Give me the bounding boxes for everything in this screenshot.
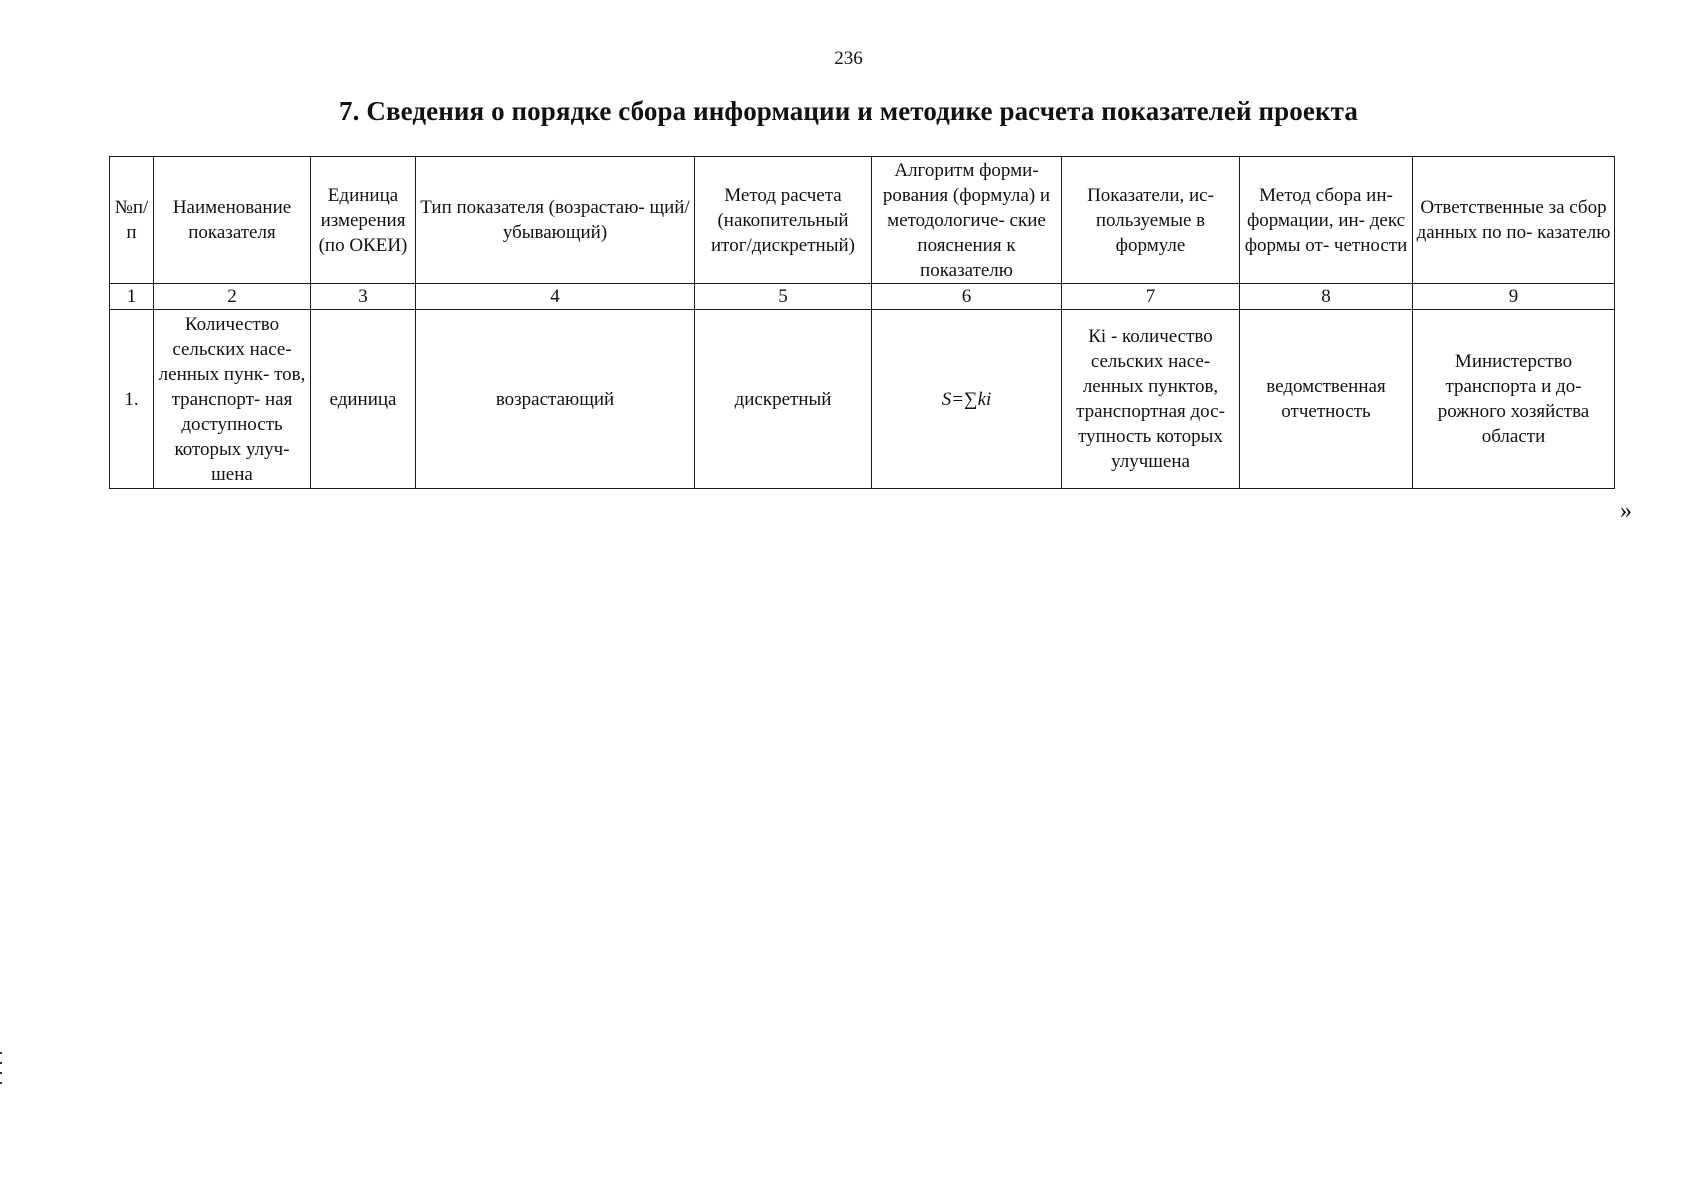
indicator-type: возрастающий (416, 310, 695, 489)
column-number: 5 (695, 284, 872, 310)
scan-mark (0, 1072, 2, 1074)
formula: S=∑ki (872, 310, 1062, 489)
column-number-row (110, 284, 1615, 310)
column-number: 2 (154, 284, 311, 310)
margin-marks (0, 1052, 3, 1092)
column-number: 1 (110, 284, 154, 310)
header-calculation-method: Метод расчета (накопительный итог/дискретный) (695, 157, 872, 284)
calculation-method: дискретный (695, 310, 872, 489)
formula-indicators: Кi - количество сельских насе- ленных пунктов, транспортная дос- тупность которых улучшена (1062, 310, 1240, 489)
scan-mark (0, 1052, 2, 1054)
responsible-party: Министерство транспорта и до- рожного хозяйства области (1413, 310, 1615, 489)
indicators-table (109, 156, 1615, 489)
column-number: 3 (311, 284, 416, 310)
indicator-name: Количество сельских насе- ленных пунк- тов, транспорт- ная доступность которых улуч- шена (154, 310, 311, 489)
column-number: 4 (416, 284, 695, 310)
table-row (110, 310, 1615, 489)
column-number: 6 (872, 284, 1062, 310)
scan-mark (0, 1082, 2, 1084)
header-formula-indicators: Показатели, ис- пользуемые в формуле (1062, 157, 1240, 284)
header-responsible: Ответственные за сбор данных по по- казателю (1413, 157, 1615, 284)
header-indicator-name: Наименование показателя (154, 157, 311, 284)
header-algorithm: Алгоритм форми- рования (формула) и методологиче- ские пояснения к показателю (872, 157, 1062, 284)
section-title: 7. Сведения о порядке сбора информации и методике расчета показателей проекта (339, 96, 1358, 126)
unit-of-measure: единица (311, 310, 416, 489)
header-collection-method: Метод сбора ин- формации, ин- декс формы от- четности (1240, 157, 1413, 284)
table-header-row (110, 157, 1615, 284)
column-number: 9 (1413, 284, 1615, 310)
header-unit: Единица измерения (по ОКЕИ) (311, 157, 416, 284)
collection-method: ведомственная отчетность (1240, 310, 1413, 489)
header-indicator-type: Тип показателя (возрастаю- щий/убывающий) (416, 157, 695, 284)
header-number: №п/п (110, 157, 154, 284)
closing-quote: » (1620, 498, 1632, 524)
row-number: 1. (110, 310, 154, 489)
scan-mark (0, 1062, 2, 1064)
page-number: 236 (834, 48, 863, 69)
column-number: 8 (1240, 284, 1413, 310)
column-number: 7 (1062, 284, 1240, 310)
